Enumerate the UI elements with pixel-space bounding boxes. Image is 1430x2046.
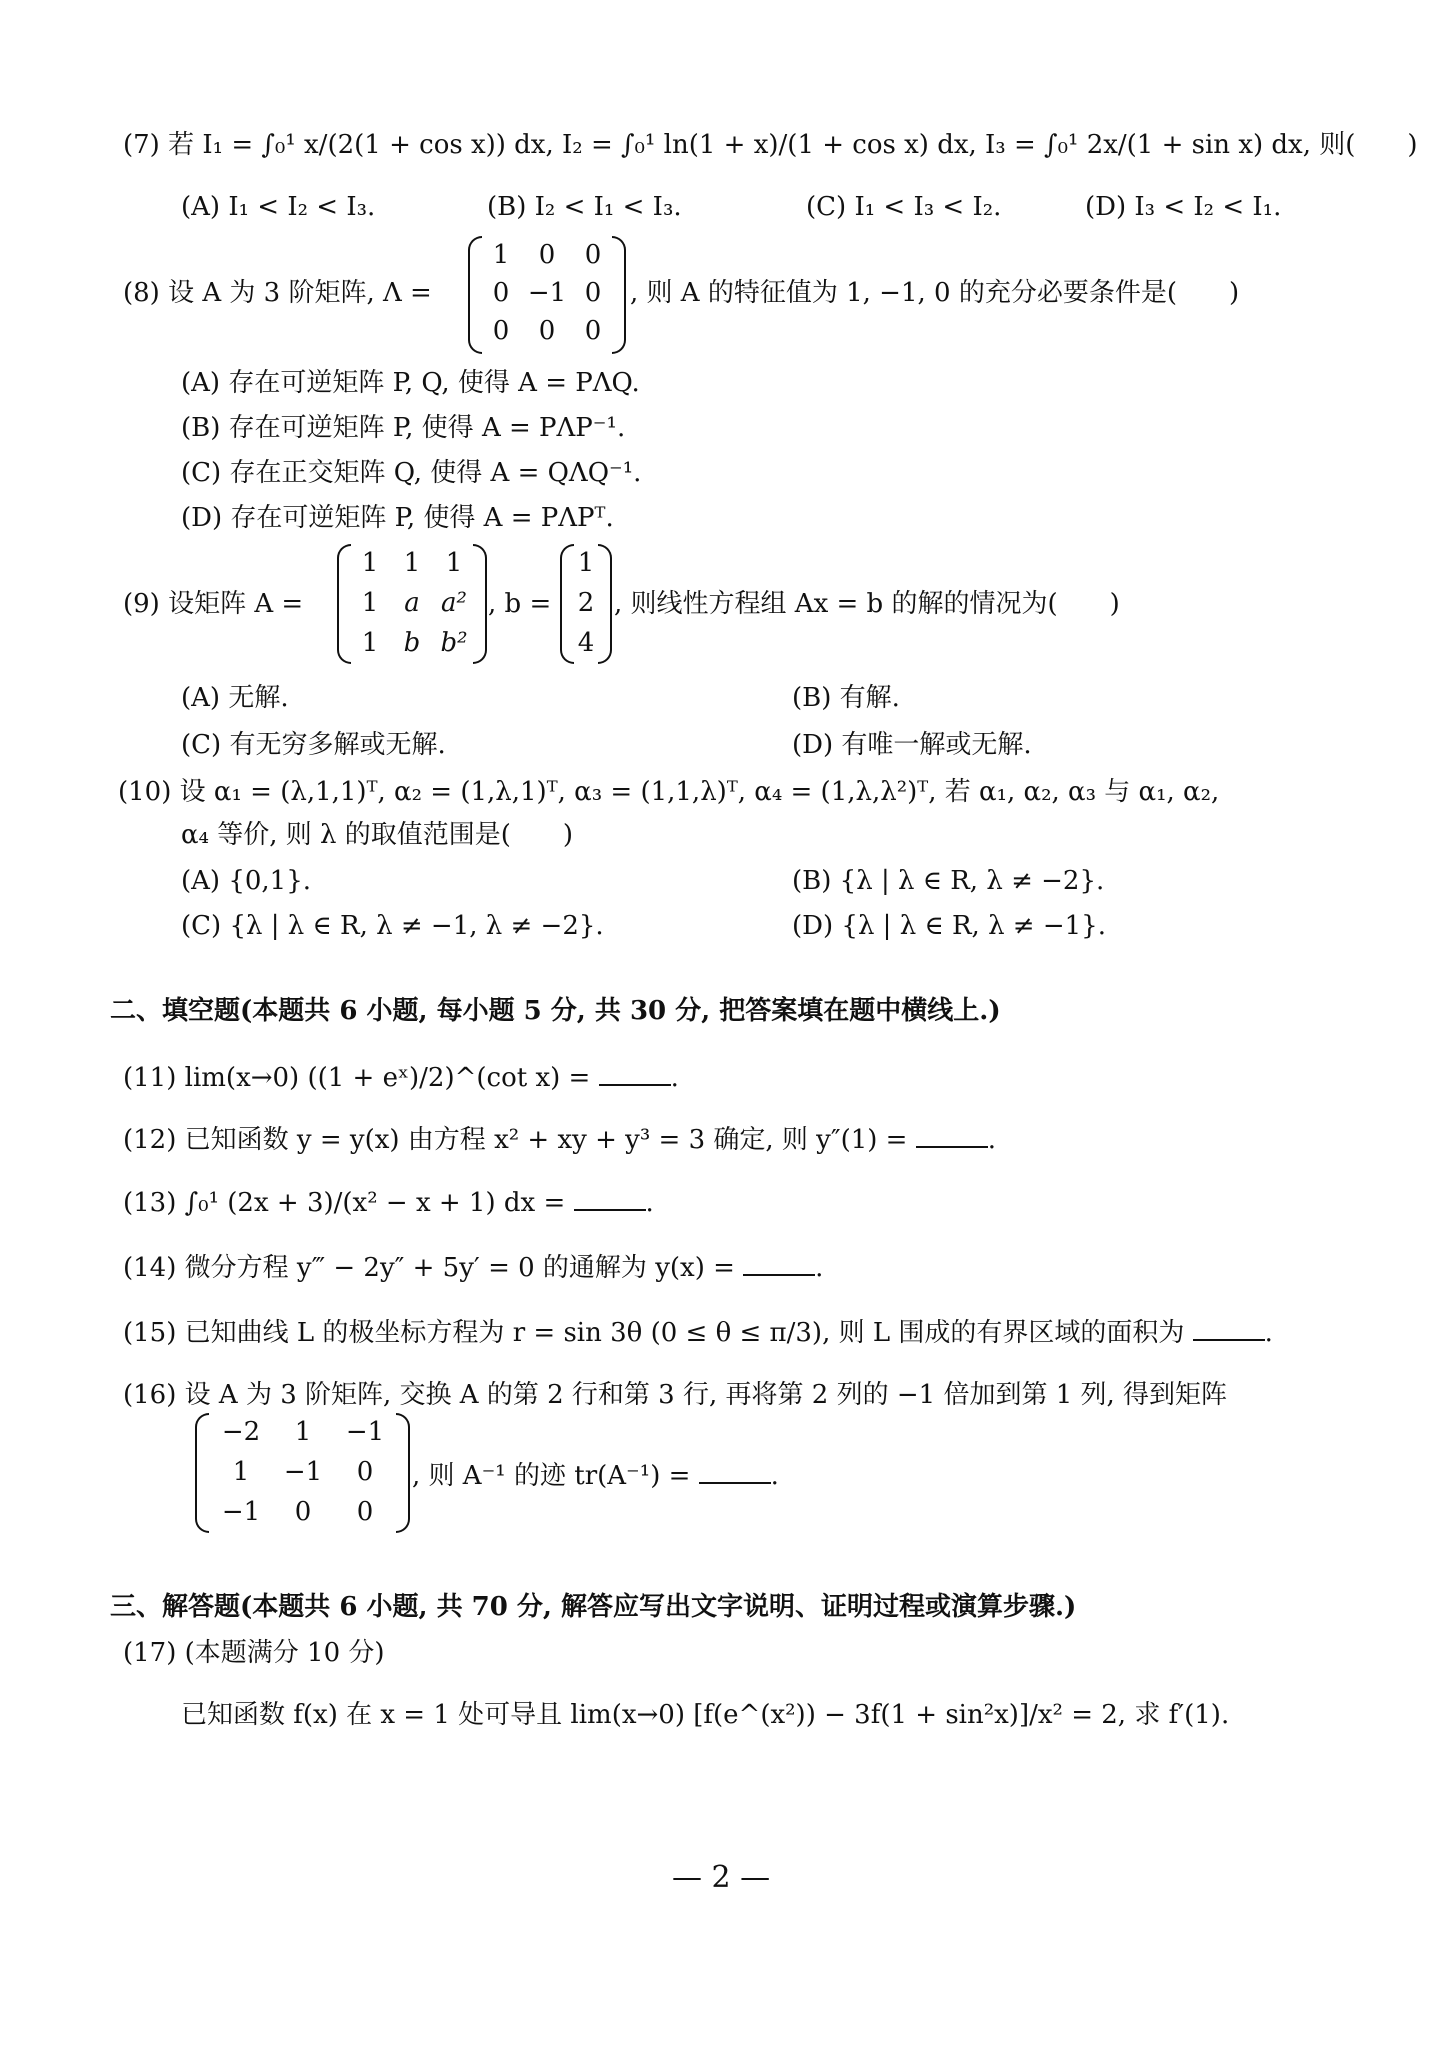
matrix-cell: 0	[492, 316, 510, 346]
matrix-cell: 0	[538, 316, 556, 346]
q16-matrix	[195, 1413, 410, 1533]
matrix-cell: 1	[445, 548, 463, 578]
q8-stem-post: , 则 A 的特征值为 1, −1, 0 的充分必要条件是( )	[630, 278, 1240, 308]
matrix-cell: 0	[584, 316, 602, 346]
matrix-cell: 0	[356, 1457, 374, 1487]
matrix-cell: 4	[577, 628, 595, 658]
matrix-cell: 0	[492, 278, 510, 308]
matrix-cell: 0	[584, 240, 602, 270]
matrix-cell: a²	[441, 588, 467, 618]
section-2-title: 二、填空题(本题共 6 小题, 每小题 5 分, 共 30 分, 把答案填在题中横线上.)	[110, 996, 1001, 1026]
matrix-cell: 1	[294, 1417, 312, 1447]
q9-matrix-a	[337, 544, 487, 664]
q9-mid: , b =	[488, 589, 552, 619]
q8-option-b: (B) 存在可逆矩阵 P, 使得 A = PΛP⁻¹.	[181, 413, 626, 443]
matrix-cell: 2	[577, 588, 595, 618]
q10-stem-line1: (10) 设 α₁ = (λ,1,1)ᵀ, α₂ = (1,λ,1)ᵀ, α₃ = (1,1,λ)ᵀ, α₄ = (1,λ,λ²)ᵀ, 若 α₁, α₂, α₃ 与 α₁, α₂,	[118, 777, 1220, 807]
q15: (15) 已知曲线 L 的极坐标方程为 r = sin 3θ (0 ≤ θ ≤ π/3), 则 L 围成的有界区域的面积为 .	[123, 1315, 1273, 1350]
q9-option-b: (B) 有解.	[792, 683, 900, 713]
matrix-cell: −1	[345, 1417, 385, 1447]
q7-option-b: (B) I₂ < I₁ < I₃.	[487, 192, 682, 222]
q10-option-d: (D) {λ | λ ∈ R, λ ≠ −1}.	[792, 911, 1106, 941]
q15-text: (15) 已知曲线 L 的极坐标方程为 r = sin 3θ (0 ≤ θ ≤ π/3), 则 L 围成的有界区域的面积为	[123, 1318, 1185, 1348]
matrix-cell: 1	[361, 628, 379, 658]
answer-blank	[743, 1250, 815, 1276]
q7-stem: (7) 若 I₁ = ∫₀¹ x/(2(1 + cos x)) dx, I₂ = ∫₀¹ ln(1 + x)/(1 + cos x) dx, I₃ = ∫₀¹ 2x/(1 + sin x) dx, 则( )	[123, 130, 1418, 160]
page-number: — 2 —	[672, 1860, 771, 1895]
matrix-cell: a	[404, 588, 420, 618]
answer-blank	[599, 1060, 671, 1086]
matrix-cell: −1	[527, 278, 567, 308]
q7-option-d: (D) I₃ < I₂ < I₁.	[1085, 192, 1282, 222]
answer-blank	[699, 1458, 771, 1484]
q9-option-c: (C) 有无穷多解或无解.	[181, 730, 446, 760]
matrix-cell: 0	[356, 1497, 374, 1527]
matrix-cell: 1	[361, 588, 379, 618]
q13-text: (13) ∫₀¹ (2x + 3)/(x² − x + 1) dx =	[123, 1188, 566, 1218]
matrix-cell: 0	[584, 278, 602, 308]
q7-option-c: (C) I₁ < I₃ < I₂.	[806, 192, 1002, 222]
matrix-cell: 0	[294, 1497, 312, 1527]
q7-option-a: (A) I₁ < I₂ < I₃.	[181, 192, 376, 222]
q8-lambda-matrix	[468, 236, 626, 354]
q14: (14) 微分方程 y‴ − 2y″ + 5y′ = 0 的通解为 y(x) = .	[123, 1250, 823, 1285]
q14-text: (14) 微分方程 y‴ − 2y″ + 5y′ = 0 的通解为 y(x) =	[123, 1253, 735, 1283]
q17-body: 已知函数 f(x) 在 x = 1 处可导且 lim(x→0) [f(e^(x²)) − 3f(1 + sin²x)]/x² = 2, 求 f′(1).	[181, 1700, 1230, 1730]
matrix-cell: 1	[492, 240, 510, 270]
matrix-cell: 1	[577, 548, 595, 578]
q10-option-b: (B) {λ | λ ∈ R, λ ≠ −2}.	[792, 866, 1105, 896]
matrix-cell: 1	[232, 1457, 250, 1487]
q9-option-a: (A) 无解.	[181, 683, 289, 713]
q8-option-a: (A) 存在可逆矩阵 P, Q, 使得 A = PΛQ.	[181, 368, 640, 398]
section-3-title: 三、解答题(本题共 6 小题, 共 70 分, 解答应写出文字说明、证明过程或演算步骤.)	[110, 1592, 1077, 1622]
q12-text: (12) 已知函数 y = y(x) 由方程 x² + xy + y³ = 3 确定, 则 y″(1) =	[123, 1125, 908, 1155]
q13: (13) ∫₀¹ (2x + 3)/(x² − x + 1) dx = .	[123, 1185, 654, 1220]
q9-stem-post: , 则线性方程组 Ax = b 的解的情况为( )	[614, 589, 1120, 619]
q10-option-c: (C) {λ | λ ∈ R, λ ≠ −1, λ ≠ −2}.	[181, 911, 604, 941]
q17-heading: (17) (本题满分 10 分)	[123, 1638, 385, 1668]
q9-option-d: (D) 有唯一解或无解.	[792, 730, 1032, 760]
q16-post-text: , 则 A⁻¹ 的迹 tr(A⁻¹) =	[412, 1461, 691, 1491]
q8-option-c: (C) 存在正交矩阵 Q, 使得 A = QΛQ⁻¹.	[181, 458, 642, 488]
q11-text: (11) lim(x→0) ((1 + eˣ)/2)^(cot x) =	[123, 1063, 591, 1093]
matrix-cell: 1	[403, 548, 421, 578]
q12: (12) 已知函数 y = y(x) 由方程 x² + xy + y³ = 3 确定, 则 y″(1) = .	[123, 1122, 996, 1157]
matrix-cell: −1	[283, 1457, 323, 1487]
answer-blank	[1193, 1315, 1265, 1341]
q8-option-d: (D) 存在可逆矩阵 P, 使得 A = PΛPᵀ.	[181, 503, 614, 533]
matrix-cell: −2	[221, 1417, 261, 1447]
matrix-cell: 0	[538, 240, 556, 270]
q9-stem-pre: (9) 设矩阵 A =	[123, 589, 304, 619]
matrix-cell: b²	[440, 628, 468, 658]
q10-stem-line2: α₄ 等价, 则 λ 的取值范围是( )	[181, 820, 574, 850]
matrix-cell: −1	[221, 1497, 261, 1527]
answer-blank	[916, 1122, 988, 1148]
q16-post: , 则 A⁻¹ 的迹 tr(A⁻¹) = .	[412, 1458, 779, 1493]
q16-line1: (16) 设 A 为 3 阶矩阵, 交换 A 的第 2 行和第 3 行, 再将第 2 列的 −1 倍加到第 1 列, 得到矩阵	[123, 1380, 1228, 1410]
q8-stem-pre: (8) 设 A 为 3 阶矩阵, Λ =	[123, 278, 432, 308]
matrix-cell: b	[403, 628, 421, 658]
q11: (11) lim(x→0) ((1 + eˣ)/2)^(cot x) = .	[123, 1060, 679, 1095]
q10-option-a: (A) {0,1}.	[181, 866, 312, 896]
answer-blank	[574, 1185, 646, 1211]
q9-vector-b	[560, 544, 612, 664]
matrix-cell: 1	[361, 548, 379, 578]
